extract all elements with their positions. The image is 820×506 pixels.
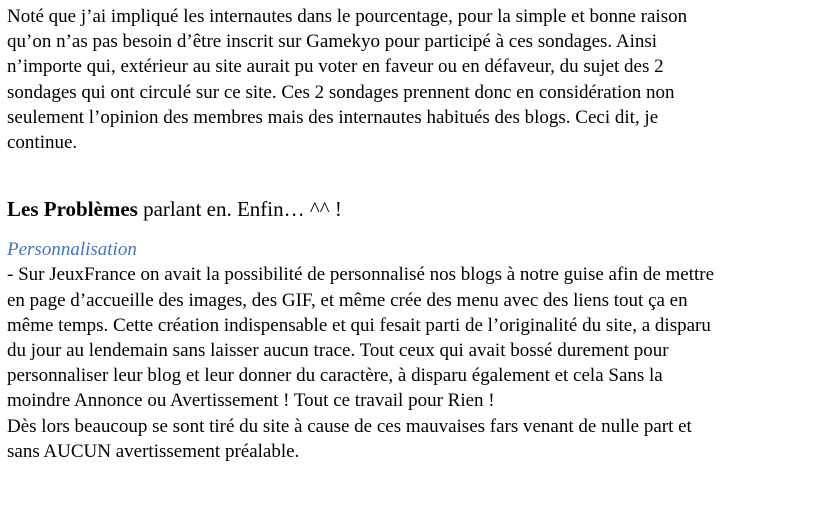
text-line: du jour au lendemain sans laisser aucun trace. Tout ceux qui avait bossé durement pour: [7, 340, 669, 362]
text-line: Dès lors beaucoup se sont tiré du site à cause de ces mauvaises fars venant de nulle part et: [7, 415, 692, 437]
text-line: sans AUCUN avertissement préalable.: [7, 440, 300, 462]
text-line: même temps. Cette création indispensable et qui fesait parti de l’originalité du site, a disparu: [7, 314, 711, 336]
subsection-title: Personnalisation: [7, 239, 137, 261]
text-line: continue.: [7, 132, 78, 154]
text-line: seulement l’opinion des membres mais des internautes habitués des blogs. Ceci dit, je: [7, 106, 659, 128]
text-line: n’importe qui, extérieur au site aurait pu voter en faveur ou en défaveur, du sujet des 2: [7, 56, 664, 78]
text-line: qu’on n’as pas besoin d’être inscrit sur Gamekyo pour participé à ces sondages. Ainsi: [7, 31, 658, 53]
section-heading-rest: parlant en. Enfin… ^^ !: [137, 197, 342, 222]
spacer: [7, 222, 819, 237]
text-line: moindre Annonce ou Avertissement ! Tout ce travail pour Rien !: [7, 390, 495, 412]
subsection-paragraph: [7, 262, 819, 464]
text-line: - Sur JeuxFrance on avait la possibilité de personnalisé nos blogs à notre guise afin de mettre: [7, 264, 715, 286]
document-body: [7, 4, 819, 464]
intro-paragraph: [7, 4, 819, 155]
text-line: sondages qui ont circulé sur ce site. Ces 2 sondages prennent donc en considération non: [7, 81, 675, 103]
text-line: Noté que j’ai impliqué les internautes dans le pourcentage, pour la simple et bonne raison: [7, 6, 688, 27]
section-heading: [7, 196, 819, 222]
section-heading-bold: Les Problèmes: [7, 197, 138, 222]
text-line: en page d’accueille des images, des GIF, et même crée des menu avec des liens tout ça en: [7, 289, 688, 311]
text-line: personnaliser leur blog et leur donner du caractère, à disparu également et cela Sans la: [7, 365, 663, 387]
spacer: [7, 155, 819, 196]
